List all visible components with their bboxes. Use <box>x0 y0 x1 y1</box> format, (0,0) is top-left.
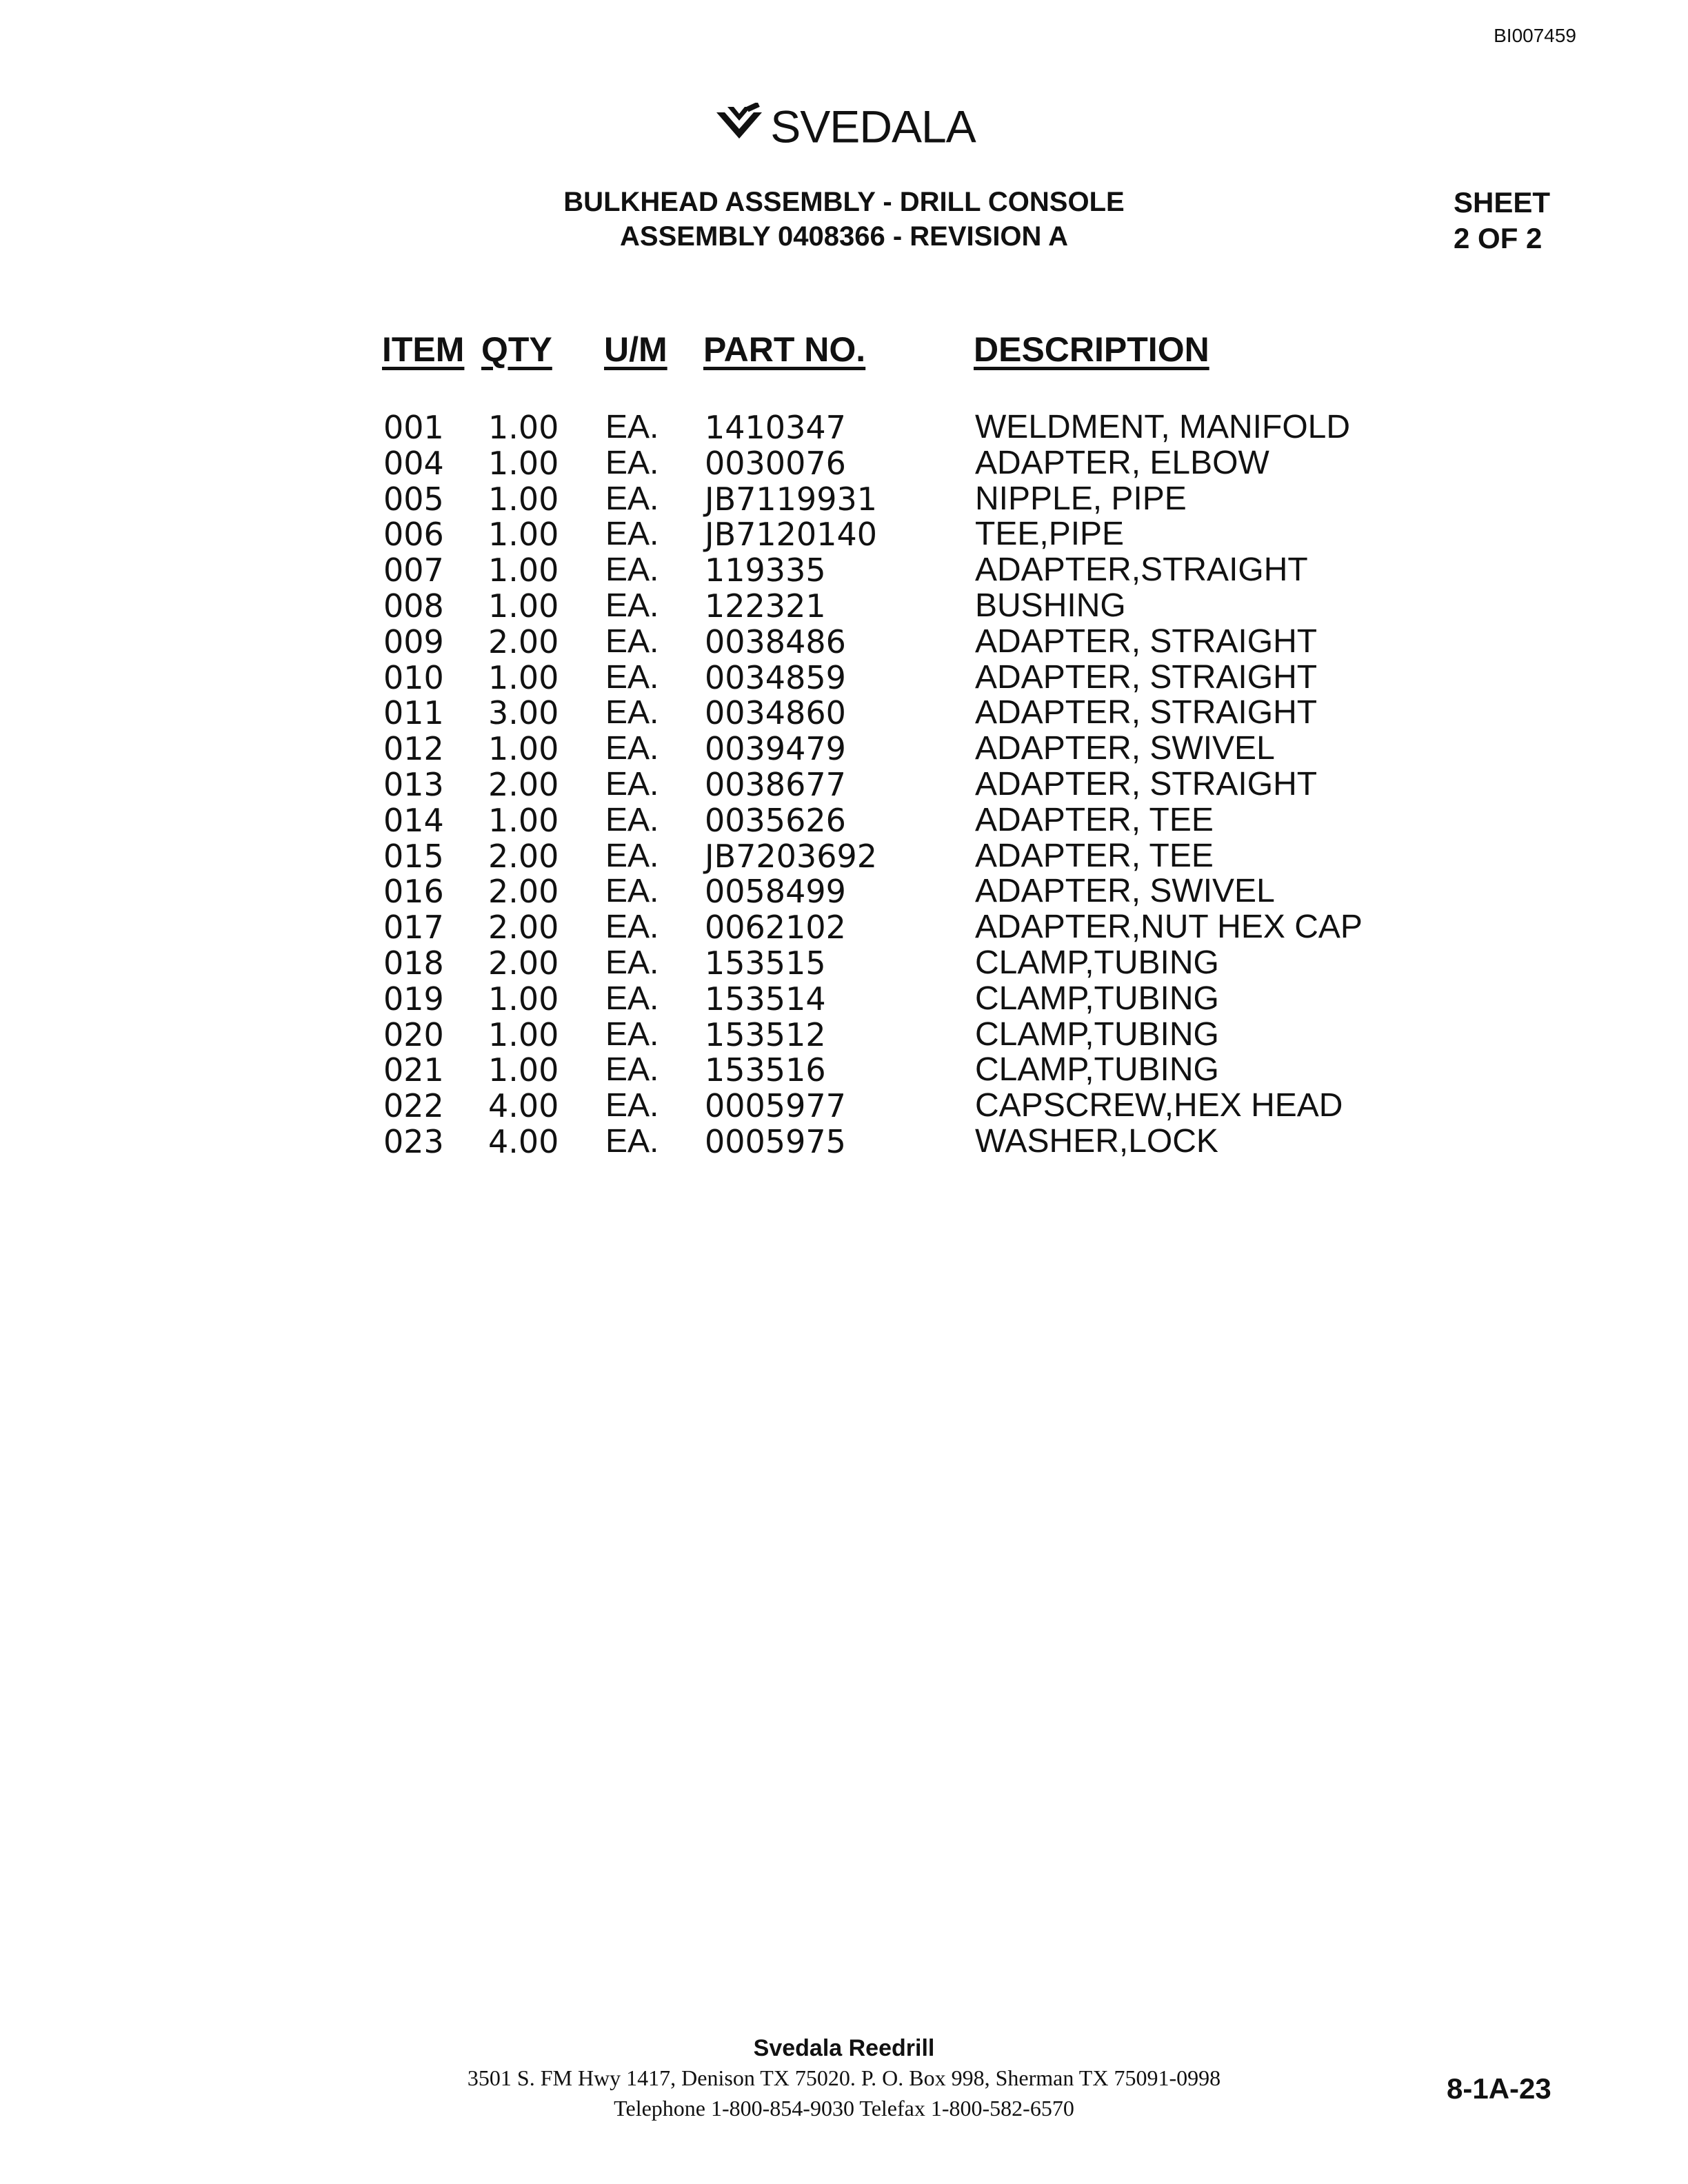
table-row <box>0 588 1688 624</box>
sheet-number <box>1454 185 1550 256</box>
cell-desc: WASHER,LOCK <box>975 1123 1218 1160</box>
cell-um: EA. <box>605 1016 659 1053</box>
cell-um: EA. <box>605 1051 659 1088</box>
cell-um: EA. <box>605 1087 659 1124</box>
cell-item: 010 <box>383 659 444 696</box>
cell-qty: 2.00 <box>488 623 559 660</box>
cell-qty: 1.00 <box>488 730 559 767</box>
table-row <box>0 660 1688 696</box>
table-row <box>0 695 1688 731</box>
table-row <box>0 981 1688 1017</box>
cell-um: EA. <box>605 623 659 660</box>
title-line-1: BULKHEAD ASSEMBLY - DRILL CONSOLE <box>563 187 1125 217</box>
cell-qty: 1.00 <box>488 516 559 553</box>
table-row <box>0 767 1688 802</box>
cell-part: 122321 <box>705 587 826 625</box>
cell-desc: ADAPTER, STRAIGHT <box>975 623 1318 660</box>
cell-item: 004 <box>383 445 444 482</box>
cell-item: 016 <box>383 873 444 910</box>
column-header-um: U/M <box>604 330 667 369</box>
cell-qty: 2.00 <box>488 838 559 875</box>
cell-desc: ADAPTER, SWIVEL <box>975 730 1275 767</box>
cell-um: EA. <box>605 694 659 731</box>
title-line-2: ASSEMBLY 0408366 - REVISION A <box>620 221 1068 252</box>
cell-desc: ADAPTER, STRAIGHT <box>975 694 1318 731</box>
cell-desc: CAPSCREW,HEX HEAD <box>975 1087 1343 1124</box>
cell-qty: 1.00 <box>488 659 559 696</box>
cell-qty: 4.00 <box>488 1087 559 1124</box>
table-row <box>0 552 1688 588</box>
cell-desc: ADAPTER,NUT HEX CAP <box>975 909 1363 945</box>
cell-item: 005 <box>383 481 444 518</box>
cell-part: 0005975 <box>705 1123 846 1160</box>
cell-um: EA. <box>605 873 659 909</box>
cell-desc: CLAMP,TUBING <box>975 1051 1219 1088</box>
cell-item: 011 <box>383 694 444 731</box>
cell-item: 023 <box>383 1123 444 1160</box>
cell-part: 0005977 <box>705 1087 846 1124</box>
cell-item: 014 <box>383 802 444 839</box>
cell-item: 015 <box>383 838 444 875</box>
table-row <box>0 1088 1688 1124</box>
cell-part: JB7203692 <box>705 838 877 875</box>
cell-item: 013 <box>383 766 444 803</box>
sheet-label: SHEET <box>1454 186 1551 219</box>
cell-qty: 2.00 <box>488 766 559 803</box>
cell-item: 017 <box>383 909 444 946</box>
cell-um: EA. <box>605 659 659 696</box>
cell-qty: 1.00 <box>488 445 559 482</box>
cell-part: 0039479 <box>705 730 846 767</box>
table-row <box>0 838 1688 874</box>
cell-item: 021 <box>383 1051 444 1089</box>
cell-part: 0030076 <box>705 445 846 482</box>
cell-part: 153512 <box>705 1016 826 1053</box>
column-header-description: DESCRIPTION <box>974 330 1209 369</box>
cell-item: 020 <box>383 1016 444 1053</box>
sheet-value: 2 OF 2 <box>1454 222 1543 254</box>
column-header-part-no: PART NO. <box>703 330 866 369</box>
column-header-item: ITEM <box>382 330 465 369</box>
cell-part: 119335 <box>705 552 826 589</box>
table-row <box>0 873 1688 909</box>
table-row <box>0 1017 1688 1053</box>
cell-part: JB7120140 <box>705 516 877 553</box>
cell-um: EA. <box>605 445 659 481</box>
cell-um: EA. <box>605 1123 659 1160</box>
cell-um: EA. <box>605 766 659 802</box>
cell-part: 0038486 <box>705 623 846 660</box>
table-row <box>0 1052 1688 1088</box>
table-row <box>0 624 1688 660</box>
cell-item: 006 <box>383 516 444 553</box>
table-row <box>0 909 1688 945</box>
cell-item: 022 <box>383 1087 444 1124</box>
cell-part: 0035626 <box>705 802 846 839</box>
cell-qty: 2.00 <box>488 909 559 946</box>
cell-qty: 1.00 <box>488 481 559 518</box>
page-number: 8-1A-23 <box>1447 2072 1551 2105</box>
cell-item: 008 <box>383 587 444 625</box>
table-row <box>0 516 1688 552</box>
cell-part: 0034860 <box>705 694 846 731</box>
cell-um: EA. <box>605 516 659 552</box>
cell-desc: WELDMENT, MANIFOLD <box>975 409 1351 445</box>
table-row <box>0 1124 1688 1160</box>
document-id: BI007459 <box>1494 25 1576 46</box>
cell-part: 153514 <box>705 980 826 1018</box>
cell-qty: 1.00 <box>488 1016 559 1053</box>
cell-um: EA. <box>605 409 659 445</box>
cell-desc: ADAPTER, ELBOW <box>975 445 1269 481</box>
cell-um: EA. <box>605 481 659 517</box>
cell-qty: 1.00 <box>488 802 559 839</box>
cell-desc: ADAPTER, STRAIGHT <box>975 659 1318 696</box>
cell-um: EA. <box>605 552 659 588</box>
cell-part: 0034859 <box>705 659 846 696</box>
cell-part: 0062102 <box>705 909 846 946</box>
cell-desc: ADAPTER,STRAIGHT <box>975 552 1308 588</box>
cell-um: EA. <box>605 802 659 838</box>
cell-desc: BUSHING <box>975 587 1126 624</box>
cell-desc: CLAMP,TUBING <box>975 980 1219 1017</box>
table-row <box>0 945 1688 981</box>
document-title <box>0 185 1688 254</box>
cell-qty: 1.00 <box>488 1051 559 1089</box>
cell-qty: 1.00 <box>488 409 559 446</box>
cell-item: 009 <box>383 623 444 660</box>
cell-item: 001 <box>383 409 444 446</box>
table-row <box>0 731 1688 767</box>
cell-qty: 2.00 <box>488 873 559 910</box>
brand-logo <box>0 97 1688 153</box>
cell-qty: 4.00 <box>488 1123 559 1160</box>
cell-part: 0038677 <box>705 766 846 803</box>
cell-item: 018 <box>383 944 444 982</box>
brand-name: SVEDALA <box>770 101 976 152</box>
cell-um: EA. <box>605 838 659 874</box>
footer-address: 3501 S. FM Hwy 1417, Denison TX 75020. P. O. Box 998, Sherman TX 75091-0998 <box>467 2065 1221 2090</box>
cell-desc: CLAMP,TUBING <box>975 1016 1219 1053</box>
cell-um: EA. <box>605 587 659 624</box>
cell-qty: 2.00 <box>488 944 559 982</box>
svedala-logo-icon <box>712 101 766 153</box>
footer-company: Svedala Reedrill <box>753 2035 935 2061</box>
cell-desc: NIPPLE, PIPE <box>975 481 1187 517</box>
table-row <box>0 802 1688 838</box>
cell-qty: 3.00 <box>488 694 559 731</box>
cell-part: 1410347 <box>705 409 846 446</box>
cell-item: 007 <box>383 552 444 589</box>
cell-qty: 1.00 <box>488 980 559 1018</box>
cell-part: 153515 <box>705 944 826 982</box>
cell-um: EA. <box>605 909 659 945</box>
cell-um: EA. <box>605 730 659 767</box>
table-row <box>0 445 1688 481</box>
cell-desc: ADAPTER, TEE <box>975 802 1214 838</box>
table-row <box>0 481 1688 517</box>
cell-part: 153516 <box>705 1051 826 1089</box>
cell-part: 0058499 <box>705 873 846 910</box>
cell-um: EA. <box>605 980 659 1017</box>
cell-um: EA. <box>605 944 659 981</box>
cell-qty: 1.00 <box>488 552 559 589</box>
cell-item: 019 <box>383 980 444 1018</box>
cell-item: 012 <box>383 730 444 767</box>
cell-desc: TEE,PIPE <box>975 516 1125 552</box>
table-row <box>0 410 1688 445</box>
cell-desc: ADAPTER, SWIVEL <box>975 873 1275 909</box>
cell-desc: ADAPTER, STRAIGHT <box>975 766 1318 802</box>
footer-phone: Telephone 1-800-854-9030 Telefax 1-800-582-6570 <box>614 2096 1074 2121</box>
cell-desc: CLAMP,TUBING <box>975 944 1219 981</box>
cell-part: JB7119931 <box>705 481 877 518</box>
cell-qty: 1.00 <box>488 587 559 625</box>
column-header-qty: QTY <box>481 330 552 369</box>
cell-desc: ADAPTER, TEE <box>975 838 1214 874</box>
